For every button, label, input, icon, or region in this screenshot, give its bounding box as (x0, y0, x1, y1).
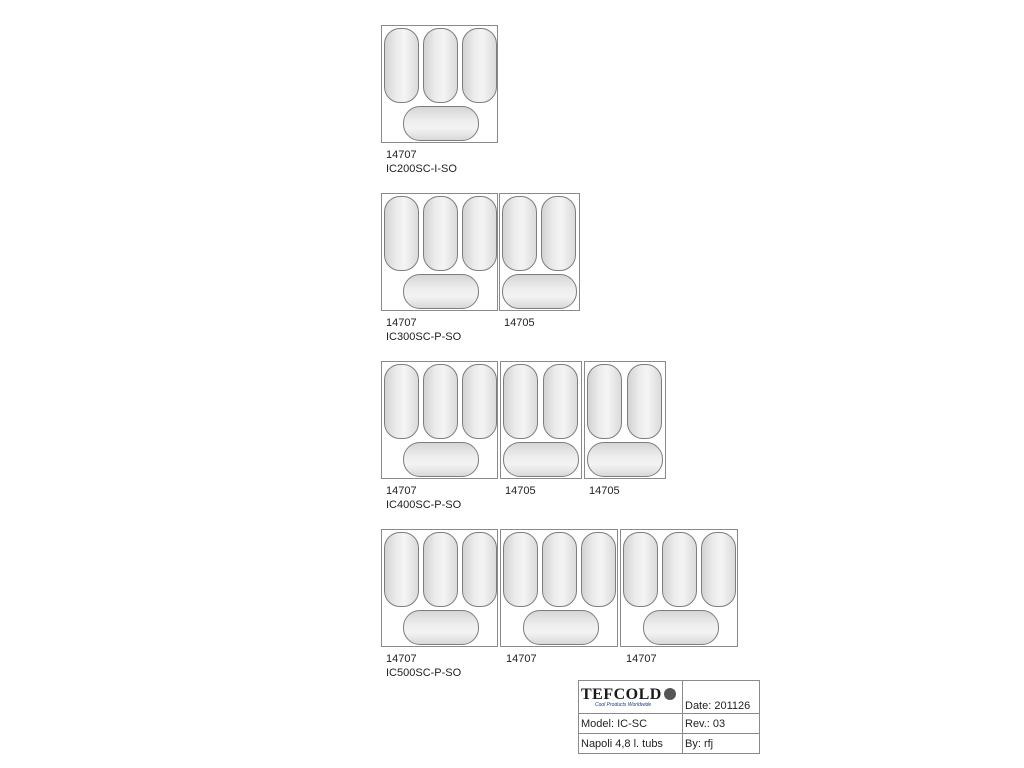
tray-code-label: 14705 (505, 485, 536, 497)
tray-code-label: 14705 (504, 317, 535, 329)
tray-code-label: 14705 (589, 485, 620, 497)
tub (643, 610, 719, 645)
tray-14707 (381, 529, 498, 647)
tub (662, 532, 697, 607)
tub (627, 364, 662, 439)
tub (423, 532, 458, 607)
description-cell: Napoli 4,8 l. tubs (579, 734, 683, 754)
tub (462, 28, 497, 103)
tray-14707 (381, 25, 498, 143)
tray-code-label: 14707 (386, 485, 417, 497)
tub (423, 28, 458, 103)
tub (502, 196, 537, 271)
tray-code-label: 14707 (386, 653, 417, 665)
tub (403, 442, 479, 477)
tub (462, 364, 497, 439)
tub (587, 442, 663, 477)
brand-logo (579, 681, 683, 714)
tub (384, 364, 419, 439)
tub (423, 364, 458, 439)
tub (701, 532, 736, 607)
tray-14707 (500, 529, 618, 647)
model-cell: Model: IC-SC (579, 714, 683, 734)
title-block (578, 680, 760, 754)
tub (623, 532, 658, 607)
tub (384, 196, 419, 271)
tub (587, 364, 622, 439)
model-label: IC200SC-I-SO (386, 163, 457, 175)
tub (423, 196, 458, 271)
tub (542, 532, 577, 607)
tray-code-label: 14707 (626, 653, 657, 665)
tray-code-label: 14707 (386, 317, 417, 329)
brand-mark-icon (664, 688, 676, 700)
tray-14705 (584, 361, 666, 479)
brand-name: TEFCOLD (581, 686, 662, 703)
tub (403, 274, 479, 309)
tray-14707 (620, 529, 738, 647)
tray-14705 (500, 361, 582, 479)
brand-tagline: Cool Products Worldwide (595, 702, 652, 708)
tub (503, 442, 579, 477)
tray-code-label: 14707 (506, 653, 537, 665)
tub (523, 610, 599, 645)
tub (502, 274, 577, 309)
tub (384, 28, 419, 103)
tub (503, 364, 538, 439)
tub (403, 610, 479, 645)
tub (503, 532, 538, 607)
model-label: IC300SC-P-SO (386, 331, 462, 343)
tub (541, 196, 576, 271)
tub (581, 532, 616, 607)
tub (384, 532, 419, 607)
tray-14707 (381, 361, 498, 479)
tub (462, 532, 497, 607)
tub (543, 364, 578, 439)
author-cell: By: rfj (683, 734, 760, 754)
model-label: IC500SC-P-SO (386, 667, 462, 679)
tray-code-label: 14707 (386, 149, 417, 161)
date-cell: Date: 201126 (683, 681, 760, 714)
model-label: IC400SC-P-SO (386, 499, 462, 511)
rev-cell: Rev.: 03 (683, 714, 760, 734)
tray-14707 (381, 193, 498, 311)
tray-14705 (499, 193, 580, 311)
tub (462, 196, 497, 271)
tub (403, 106, 479, 141)
